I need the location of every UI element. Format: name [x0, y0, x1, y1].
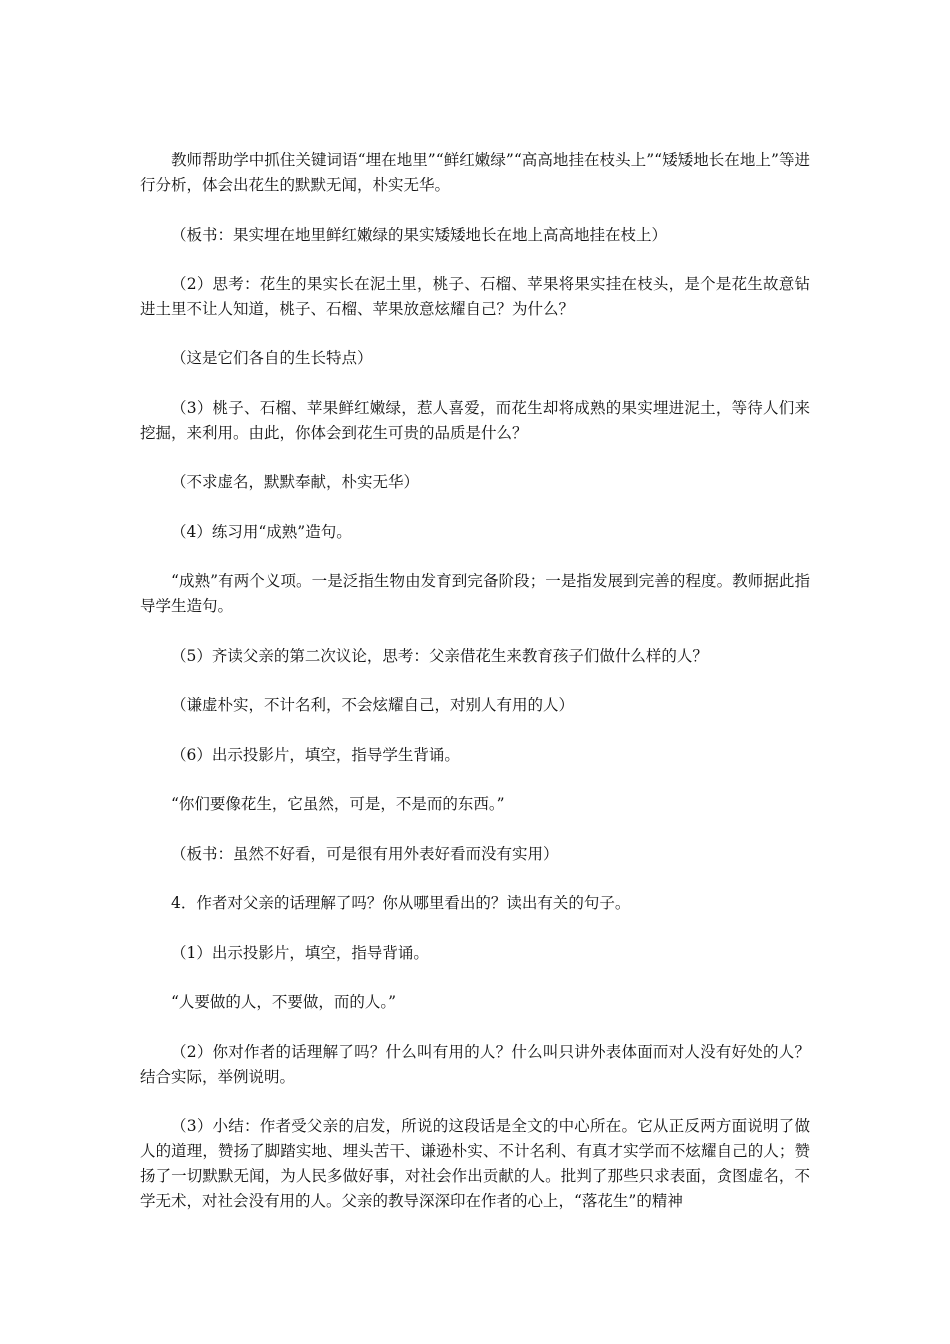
paragraph-15: （1）出示投影片，填空，指导背诵。	[171, 944, 429, 962]
paragraph-6: （不求虚名，默默奉献，朴实无华）	[171, 473, 420, 491]
paragraph-8: “成熟”有两个义项。一是泛指生物由发育到完备阶段；一是指发展到完善的程度。教师据此指导学生造句。	[140, 572, 810, 615]
paragraph-9: （5）齐读父亲的第二次议论，思考：父亲借花生来教育孩子们做什么样的人？	[171, 647, 708, 665]
paragraph-5: （3）桃子、石榴、苹果鲜红嫩绿，惹人喜爱，而花生却将成熟的果实埋进泥土，等待人们来挖掘，来利用。由此，你体会到花生可贵的品质是什么？	[140, 399, 810, 442]
paragraph-1: 教师帮助学中抓住关键词语“埋在地里”“鲜红嫩绿”“高高地挂在枝头上”“矮矮地长在地上”等进行分析，体会出花生的默默无闻，朴实无华。	[140, 151, 810, 194]
paragraph-7: （4）练习用“成熟”造句。	[171, 523, 352, 541]
paragraph-18: （3）小结：作者受父亲的启发，所说的这段话是全文的中心所在。它从正反两方面说明了做人的道理，赞扬了脚踏实地、埋头苦干、谦逊朴实、不计名利、有真才实学而不炫耀自己的人；赞扬了一切默默无闻，为人民多做好事，对社会作出贡献的人。批判了那些只求表面，贪图虚名，不学无术，对社会没有用的人。父亲的教导深深印在作者的心上，“落花生”的精神	[140, 1117, 810, 1210]
paragraph-13: （板书：虽然不好看，可是很有用外表好看而没有实用）	[171, 845, 559, 863]
paragraph-17: （2）你对作者的话理解了吗？什么叫有用的人？什么叫只讲外表体面而对人没有好处的人？结合实际，举例说明。	[140, 1043, 810, 1086]
paragraph-2: （板书：果实埋在地里鲜红嫩绿的果实矮矮地长在地上高高地挂在枝上）	[171, 226, 668, 244]
paragraph-12: “你们要像花生，它虽然，可是，不是而的东西。”	[171, 795, 505, 813]
paragraph-11: （6）出示投影片，填空，指导学生背诵。	[171, 746, 460, 764]
paragraph-14: 4．作者对父亲的话理解了吗？你从哪里看出的？读出有关的句子。	[171, 894, 631, 912]
paragraph-3: （2）思考：花生的果实长在泥土里，桃子、石榴、苹果将果实挂在枝头，是个是花生故意钻进土里不让人知道，桃子、石榴、苹果放意炫耀自己？为什么？	[140, 275, 810, 318]
paragraph-4: （这是它们各自的生长特点）	[171, 349, 373, 367]
paragraph-16: “人要做的人，不要做，而的人。”	[171, 993, 397, 1011]
paragraph-10: （谦虚朴实，不计名利，不会炫耀自己，对别人有用的人）	[171, 696, 575, 714]
